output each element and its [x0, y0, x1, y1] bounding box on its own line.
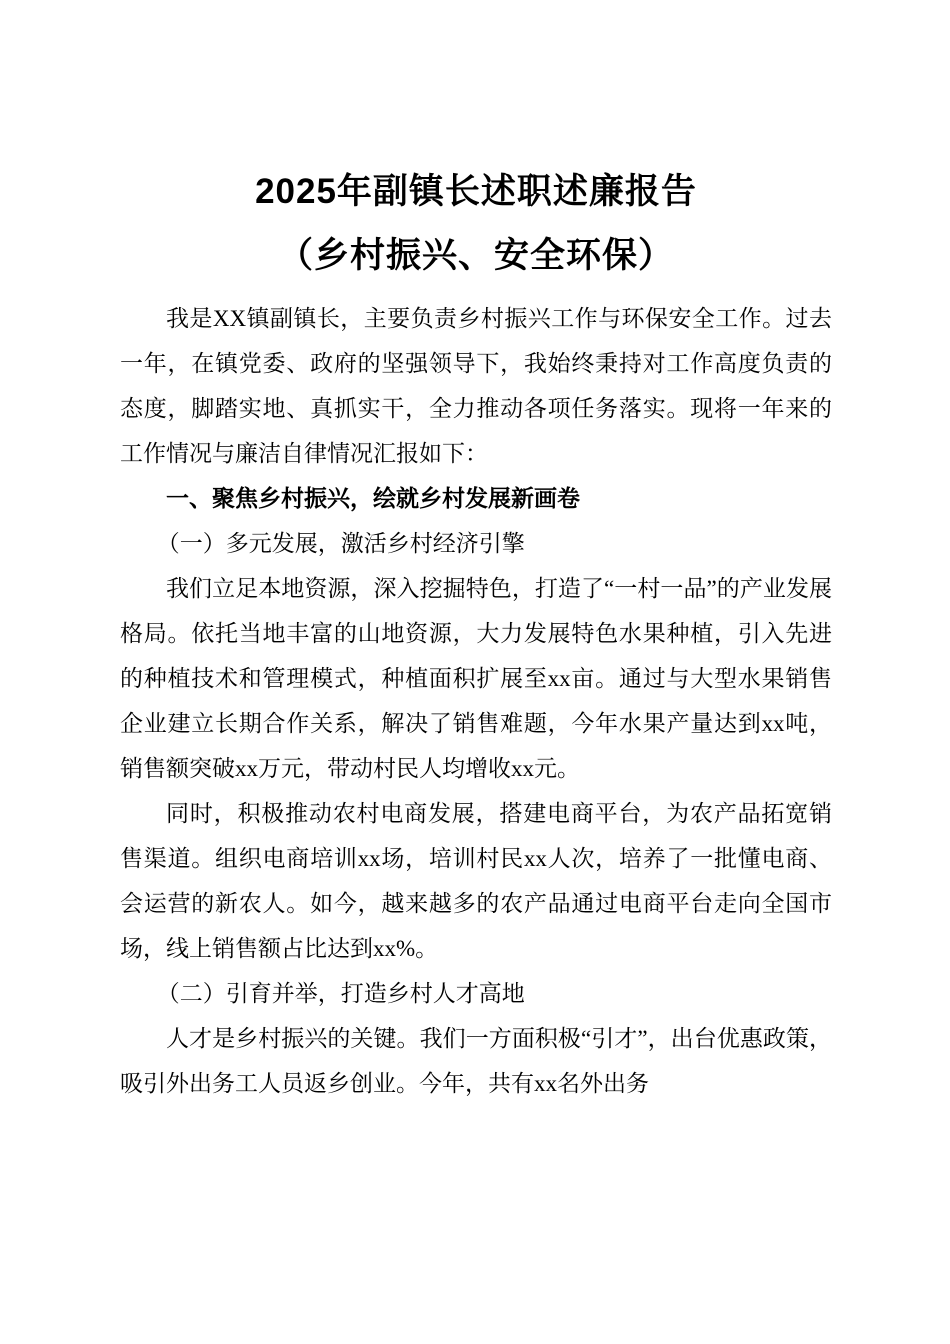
document-subtitle: （乡村振兴、安全环保） [277, 236, 674, 275]
paragraph-industry-development: 我们立足本地资源，深入挖掘特色，打造了“一村一品”的产业发展格局。依托当地丰富的山地资源，大力发展特色水果种植，引入先进的种植技术和管理模式，种植面积扩展至xx亩。通过与大型水果销售企业建立长期合作关系，解决了销售难题，今年水果产量达到xx吨，销售额突破xx万元，带动村民人均增收xx元。 [120, 576, 832, 781]
document-content [120, 172, 832, 1106]
paragraph-intro: 我是XX镇副镇长，主要负责乡村振兴工作与环保安全工作。过去一年，在镇党委、政府的坚强领导下，我始终秉持对工作高度负责的态度，脚踏实地、真抓实干，全力推动各项任务落实。现将一年来的工作情况与廉洁自律情况汇报如下： [120, 306, 832, 466]
section-heading-1: 一、聚焦乡村振兴，绘就乡村发展新画卷 [166, 485, 580, 511]
subsection-heading-1-2: （二）引育并举，打造乡村人才高地 [156, 981, 525, 1006]
document-body [120, 296, 832, 1106]
paragraph-ecommerce: 同时，积极推动农村电商发展，搭建电商平台，为农产品拓宽销售渠道。组织电商培训xx场，培训村民xx人次，培养了一批懂电商、会运营的新农人。如今，越来越多的农产品通过电商平台走向全国市场，线上销售额占比达到xx%。 [120, 801, 832, 961]
document-title: 2025年副镇长述职述廉报告 [255, 172, 697, 211]
subsection-heading-1-1: （一）多元发展，激活乡村经济引擎 [156, 531, 525, 556]
paragraph-talent: 人才是乡村振兴的关键。我们一方面积极“引才”，出台优惠政策，吸引外出务工人员返乡创业。今年，共有xx名外出务 [120, 1026, 832, 1096]
